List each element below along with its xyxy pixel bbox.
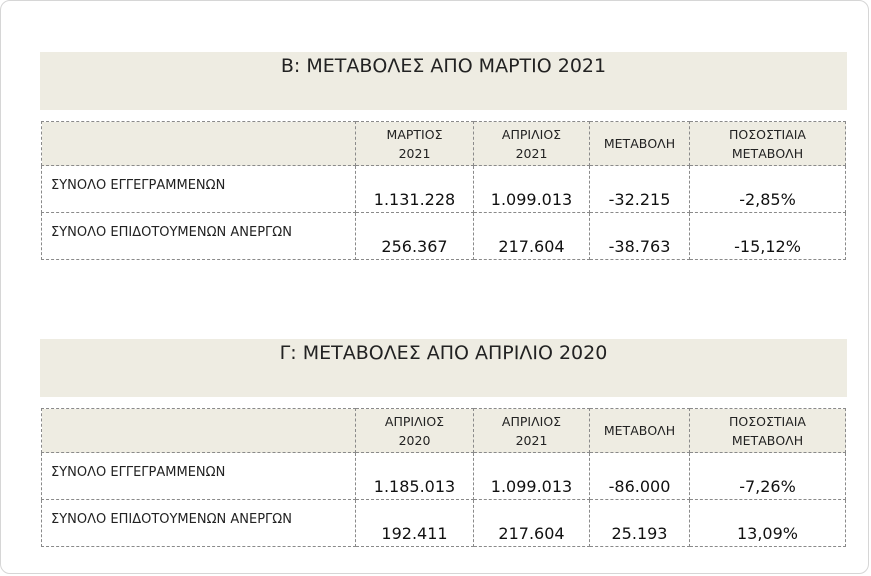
value-change: -32.215 (590, 166, 690, 213)
header-change (590, 409, 690, 453)
value-period-1: 1.131.228 (356, 166, 474, 213)
header-change (590, 122, 690, 166)
value-percent-change: -2,85% (690, 166, 846, 213)
value-period-1: 1.185.013 (356, 453, 474, 500)
section-c-title: Γ: ΜΕΤΑΒΟΛΕΣ ΑΠΟ ΑΠΡΙΛΙΟ 2020 (279, 342, 608, 364)
section-b-table (41, 121, 846, 260)
header-text: ΜΕΤΑΒΟΛΗ (603, 423, 676, 438)
value-percent-change: -15,12% (690, 213, 846, 260)
header-period-2 (474, 409, 590, 453)
header-period-1 (356, 409, 474, 453)
value-period-2: 217.604 (474, 213, 590, 260)
header-text: ΑΠΡΙΛΙΟΣ (501, 413, 562, 429)
value-percent-change: -7,26% (690, 453, 846, 500)
header-text: ΜΑΡΤΙΟΣ (386, 126, 443, 142)
header-text: ΑΠΡΙΛΙΟΣ (384, 413, 445, 429)
section-b-banner (40, 52, 847, 110)
value-percent-change: 13,09% (690, 500, 846, 547)
row-label: ΣΥΝΟΛΟ ΕΠΙΔΟΤΟΥΜΕΝΩΝ ΑΝΕΡΓΩΝ (42, 213, 356, 260)
row-label: ΣΥΝΟΛΟ ΕΓΓΕΓΡΑΜΜΕΝΩΝ (42, 453, 356, 500)
value-period-1: 256.367 (356, 213, 474, 260)
header-text: 2021 (515, 432, 548, 448)
value-period-1: 192.411 (356, 500, 474, 547)
header-text: ΑΠΡΙΛΙΟΣ (501, 126, 562, 142)
header-blank-cell (42, 409, 356, 453)
header-text: ΜΕΤΑΒΟΛΗ (731, 145, 804, 161)
header-text: 2020 (398, 432, 431, 448)
section-c-banner (40, 339, 847, 397)
table-row (42, 500, 846, 547)
header-text: 2021 (398, 145, 431, 161)
value-period-2: 1.099.013 (474, 453, 590, 500)
table-row (42, 166, 846, 213)
header-text: ΠΟΣΟΣΤΙΑΙΑ (729, 413, 806, 429)
value-change: -38.763 (590, 213, 690, 260)
header-period-1 (356, 122, 474, 166)
header-text: ΠΟΣΟΣΤΙΑΙΑ (729, 126, 806, 142)
table-row (42, 453, 846, 500)
header-percent-change (690, 122, 846, 166)
row-label: ΣΥΝΟΛΟ ΕΠΙΔΟΤΟΥΜΕΝΩΝ ΑΝΕΡΓΩΝ (42, 500, 356, 547)
section-c-table (41, 408, 846, 547)
table-row (42, 213, 846, 260)
header-text: ΜΕΤΑΒΟΛΗ (731, 432, 804, 448)
value-period-2: 1.099.013 (474, 166, 590, 213)
table-header-row (42, 122, 846, 166)
section-b-title: Β: ΜΕΤΑΒΟΛΕΣ ΑΠΟ ΜΑΡΤΙΟ 2021 (280, 55, 607, 77)
value-period-2: 217.604 (474, 500, 590, 547)
header-text: ΜΕΤΑΒΟΛΗ (603, 136, 676, 151)
value-change: -86.000 (590, 453, 690, 500)
header-text: 2021 (515, 145, 548, 161)
header-percent-change (690, 409, 846, 453)
header-blank-cell (42, 122, 356, 166)
row-label: ΣΥΝΟΛΟ ΕΓΓΕΓΡΑΜΜΕΝΩΝ (42, 166, 356, 213)
table-header-row (42, 409, 846, 453)
value-change: 25.193 (590, 500, 690, 547)
header-period-2 (474, 122, 590, 166)
